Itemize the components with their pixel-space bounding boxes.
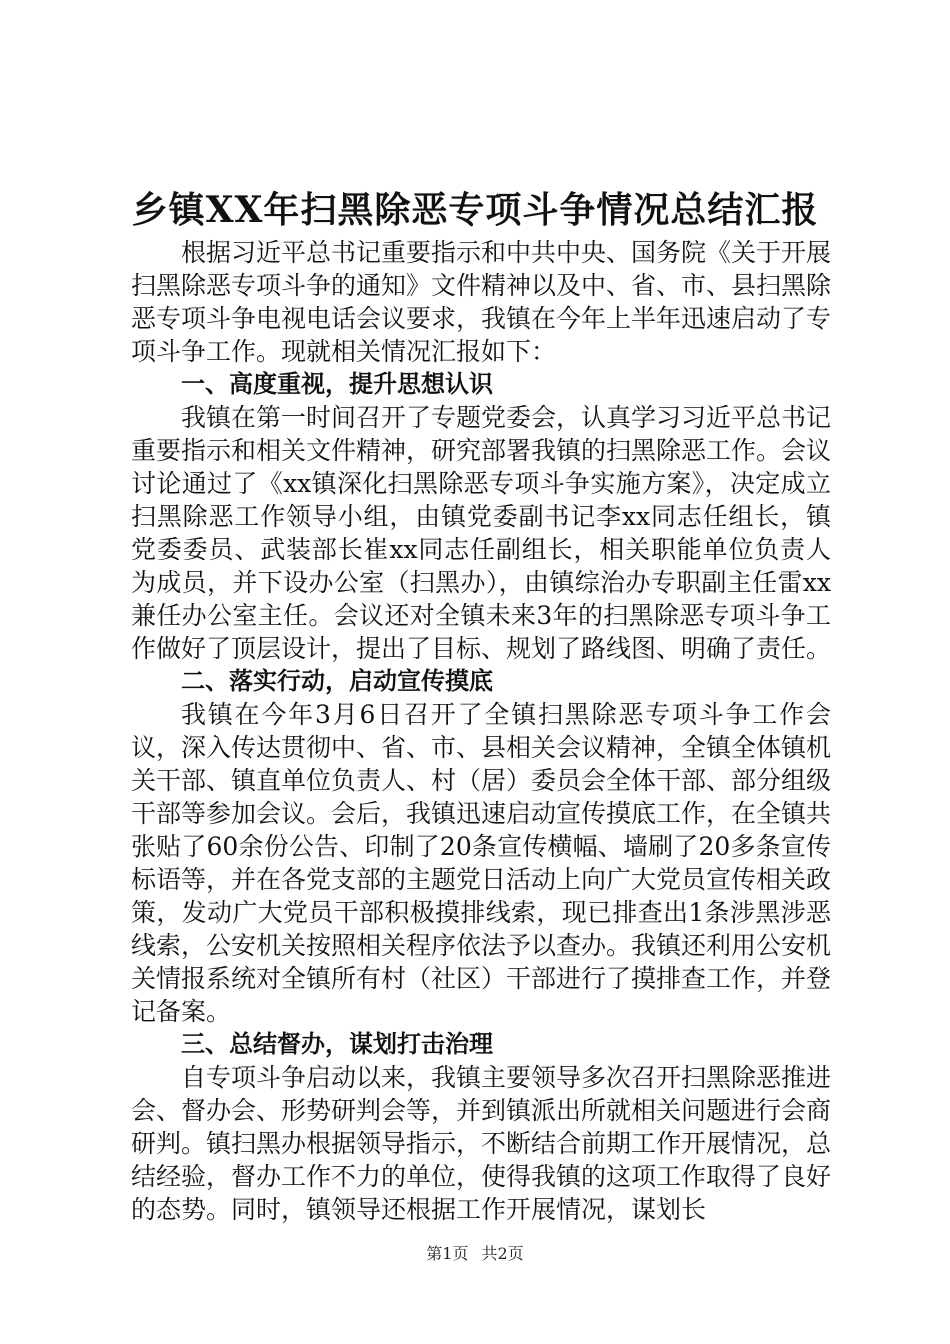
section-heading-1: 一、高度重视，提升思想认识 (181, 370, 493, 398)
section-heading-3: 三、总结督办，谋划打击治理 (181, 1030, 493, 1058)
page-number: 第1页 (426, 1244, 469, 1263)
section-paragraph-2: 我镇在今年3月6日召开了全镇扫黑除恶专项斗争工作会议，深入传达贯彻中、省、市、县相关会议精神，全镇全体镇机关干部、镇直单位负责人、村（居）委员会全体干部、部分组级干部等参加会议。会后，我镇迅速启动宣传摸底工作，在全镇共张贴了60余份公告、印制了20条宣传横幅、墙刷了20多条宣传标语等，并在各党支部的主题党日活动上向广大党员宣传相关政策，发动广大党员干部积极摸排线索，现已排查出1条涉黑涉恶线索，公安机关按照相关程序依法予以查办。我镇还利用公安机关情报系统对全镇所有村（社区）干部进行了摸排查工作，并登记备案。 (131, 700, 832, 1026)
section-paragraph-3: 自专项斗争启动以来，我镇主要领导多次召开扫黑除恶推进会、督办会、形势研判会等，并到镇派出所就相关问题进行会商研判。镇扫黑办根据领导指示，不断结合前期工作开展情况，总结经验，督办工作不力的单位，使得我镇的这项工作取得了良好的态势。同时，镇领导还根据工作开展情况，谋划长 (131, 1063, 832, 1224)
section-heading-2: 二、落实行动，启动宣传摸底 (181, 667, 493, 695)
page-footer (0, 1243, 950, 1265)
intro-paragraph: 根据习近平总书记重要指示和中共中央、国务院《关于开展扫黑除恶专项斗争的通知》文件精神以及中、省、市、县扫黑除恶专项斗争电视电话会议要求，我镇在今年上半年迅速启动了专项斗争工作。现就相关情况汇报如下： (131, 238, 832, 366)
document-title: 乡镇XX年扫黑除恶专项斗争情况总结汇报 (131, 189, 819, 231)
section-paragraph-1: 我镇在第一时间召开了专题党委会，认真学习习近平总书记重要指示和相关文件精神，研究部署我镇的扫黑除恶工作。会议讨论通过了《xx镇深化扫黑除恶专项斗争实施方案》，决定成立扫黑除恶工作领导小组，由镇党委副书记李xx同志任组长，镇党委委员、武装部长崔xx同志任副组长，相关职能单位负责人为成员，并下设办公室（扫黑办），由镇综治办专职副主任雷xx兼任办公室主任。会议还对全镇未来3年的扫黑除恶专项斗争工作做好了顶层设计，提出了目标、规划了路线图、明确了责任。 (131, 403, 832, 663)
document-body (131, 236, 831, 1226)
page-total: 共2页 (481, 1244, 524, 1263)
